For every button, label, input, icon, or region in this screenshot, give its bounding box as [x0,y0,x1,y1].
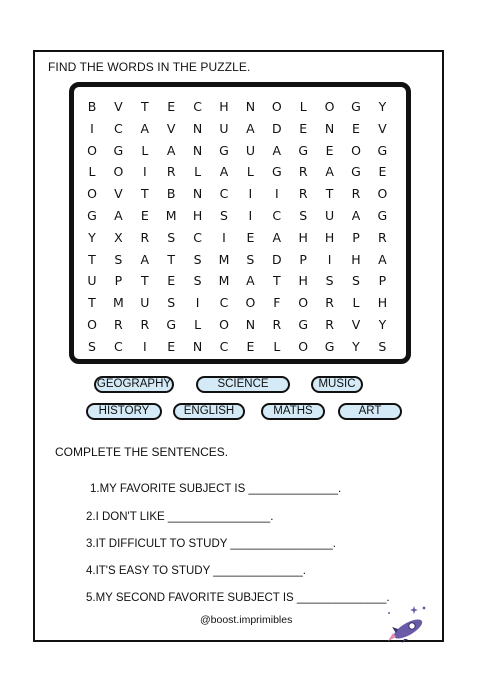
grid-letter: E [167,338,176,354]
grid-letter: M [165,208,177,223]
grid-letter: T [88,251,96,267]
grid-letter: C [219,338,229,354]
credit-text: @boost.imprimibles [200,614,293,626]
grid-letter: S [114,251,123,267]
grid-letter: I [248,208,253,223]
grid-letter: G [113,142,124,158]
word-bank-chip: MATHS [261,403,325,420]
grid-letter: C [219,186,229,202]
grid-letter: O [271,99,282,114]
grid-letter: E [140,208,149,223]
sentence-item: 3.IT DIFFICULT TO STUDY ________________. [86,538,336,550]
grid-letter: Y [378,317,387,332]
grid-row [74,250,406,270]
grid-letter: C [193,229,202,245]
grid-letter: D [271,120,282,136]
grid-letter: M [218,251,230,267]
grid-letter: R [325,317,334,332]
grid-letter: H [298,229,308,245]
grid-letter: I [142,164,147,180]
grid-letter: T [140,99,149,114]
grid-letter: E [246,229,255,245]
grid-letter: R [378,229,387,245]
grid-letter: S [193,251,202,267]
grid-letter: E [325,142,334,158]
grid-letter: H [351,251,361,267]
grid-letter: I [248,186,253,202]
grid-letter: B [87,99,97,114]
grid-letter: U [245,142,255,158]
grid-letter: E [378,164,387,180]
grid-letter: E [246,338,255,354]
grid-letter: V [166,120,176,136]
grid-letter: U [219,120,229,136]
grid-row [74,119,406,139]
grid-letter: L [299,99,307,114]
grid-letter: L [273,338,281,354]
grid-letter: A [272,142,282,158]
grid-letter: T [167,251,175,267]
grid-row [74,228,406,248]
grid-letter: S [220,208,228,223]
grid-letter: A [114,208,123,223]
sentence-item: 1.MY FAVORITE SUBJECT IS ______________. [90,483,342,495]
grid-letter: I [90,120,94,136]
grid-letter: O [324,99,335,114]
grid-letter: T [140,273,149,289]
grid-letter: S [88,338,96,354]
grid-row [74,315,406,335]
grid-letter: O [87,142,97,158]
grid-letter: N [245,99,256,114]
complete-sentences-instruction: COMPLETE THE SENTENCES. [55,445,229,459]
grid-letter: S [352,273,360,289]
grid-letter: L [141,142,149,158]
grid-letter: C [193,99,202,114]
grid-letter: O [377,186,388,202]
grid-letter: O [298,338,309,354]
grid-letter: V [114,186,123,202]
sentence-item: 5.MY SECOND FAVORITE SUBJECT IS ______________. [86,592,390,604]
sentence-item: 2.I DON'T LIKE ________________. [86,511,274,523]
grid-letter: A [140,251,150,267]
grid-letter: T [88,295,96,311]
grid-letter: A [140,120,150,136]
grid-letter: N [192,186,203,202]
grid-letter: L [194,317,202,332]
grid-letter: H [298,273,308,289]
grid-letter: R [298,164,308,180]
word-bank-chip: MUSIC [311,376,363,393]
grid-letter: G [87,208,97,223]
grid-letter: P [378,273,387,289]
grid-letter: N [324,120,335,136]
grid-letter: T [140,186,149,202]
grid-row [74,337,406,357]
grid-letter: S [299,208,308,223]
grid-letter: C [114,338,123,354]
grid-letter: S [378,338,387,354]
word-bank-chip: GEOGRAPHY [94,376,174,393]
grid-letter: Y [352,338,360,354]
grid-letter: G [324,338,335,354]
grid-row [74,206,406,226]
grid-letter: S [167,229,176,245]
grid-letter: V [378,120,387,136]
grid-letter: R [298,186,308,202]
grid-letter: M [218,273,230,289]
grid-letter: B [166,186,176,202]
grid-letter: I [222,229,226,245]
grid-letter: R [325,295,334,311]
sentence-item: 4.IT'S EASY TO STUDY ______________. [86,565,306,577]
grid-letter: O [219,317,229,332]
grid-letter: V [351,317,361,332]
grid-letter: T [325,186,334,202]
grid-letter: L [352,295,360,311]
grid-letter: L [194,164,202,180]
grid-letter: R [166,164,176,180]
grid-letter: C [219,295,229,311]
grid-letter: P [114,273,123,289]
grid-letter: E [167,273,176,289]
grid-letter: N [192,338,203,354]
grid-row [74,184,406,204]
grid-letter: G [271,164,282,180]
grid-letter: H [192,208,203,223]
grid-letter: T [272,273,281,289]
grid-row [74,271,406,291]
grid-letter: I [274,186,279,202]
grid-letter: C [272,208,282,223]
grid-letter: S [167,295,176,311]
grid-letter: E [299,120,308,136]
grid-letter: M [112,295,124,311]
grid-letter: H [324,229,335,245]
grid-letter: S [325,273,334,289]
grid-letter: N [192,120,203,136]
grid-letter: S [246,251,255,267]
grid-letter: A [325,164,334,180]
word-bank-chip: HISTORY [86,403,162,420]
grid-letter: G [351,164,361,180]
grid-letter: H [219,99,229,114]
grid-row [74,141,406,161]
grid-letter: U [325,208,335,223]
grid-letter: G [351,99,361,114]
grid-letter: I [142,338,147,354]
grid-row [74,97,406,117]
grid-letter: D [271,251,282,267]
grid-letter: N [192,142,203,158]
grid-letter: U [87,273,97,289]
grid-letter: X [114,229,123,245]
grid-letter: O [113,164,124,180]
grid-letter: G [166,317,177,332]
grid-letter: R [140,229,150,245]
grid-letter: A [219,164,229,180]
grid-letter: G [377,142,388,158]
grid-letter: A [166,142,176,158]
grid-letter: N [245,317,256,332]
grid-letter: A [351,208,361,223]
grid-letter: H [377,295,388,311]
grid-letter: G [298,317,309,332]
grid-letter: E [167,99,176,114]
grid-letter: P [299,251,307,267]
grid-letter: L [246,164,254,180]
grid-letter: O [351,142,361,158]
grid-letter: Y [378,99,387,114]
find-words-instruction: FIND THE WORDS IN THE PUZZLE. [48,60,251,74]
grid-letter: O [87,186,97,202]
grid-letter: O [298,295,309,311]
grid-letter: P [352,229,360,245]
grid-letter: C [114,120,123,136]
grid-letter: O [245,295,256,311]
grid-letter: R [114,317,123,332]
grid-letter: E [352,120,360,136]
grid-letter: R [140,317,150,332]
word-bank-chip: ART [338,403,402,420]
grid-letter: A [246,273,255,289]
grid-letter: G [298,142,309,158]
grid-letter: R [272,317,282,332]
rocket-icon [384,603,434,643]
grid-letter: V [114,99,123,114]
grid-letter: A [246,120,255,136]
grid-letter: A [272,229,282,245]
grid-letter: A [378,251,387,267]
grid-letter: O [87,317,97,332]
grid-letter: G [377,208,388,223]
word-search-grid [69,82,411,364]
grid-row [74,293,406,313]
word-bank-chip: SCIENCE [196,376,290,393]
grid-letter: Y [88,229,96,245]
grid-row [74,162,406,182]
grid-letter: F [273,295,281,311]
grid-letter: G [219,142,229,158]
grid-letter: R [351,186,361,202]
grid-letter: I [195,295,200,311]
grid-letter: U [140,295,150,311]
grid-letter: S [193,273,202,289]
word-bank-chip: ENGLISH [173,403,245,420]
grid-letter: L [88,164,96,180]
grid-letter: I [327,251,332,267]
